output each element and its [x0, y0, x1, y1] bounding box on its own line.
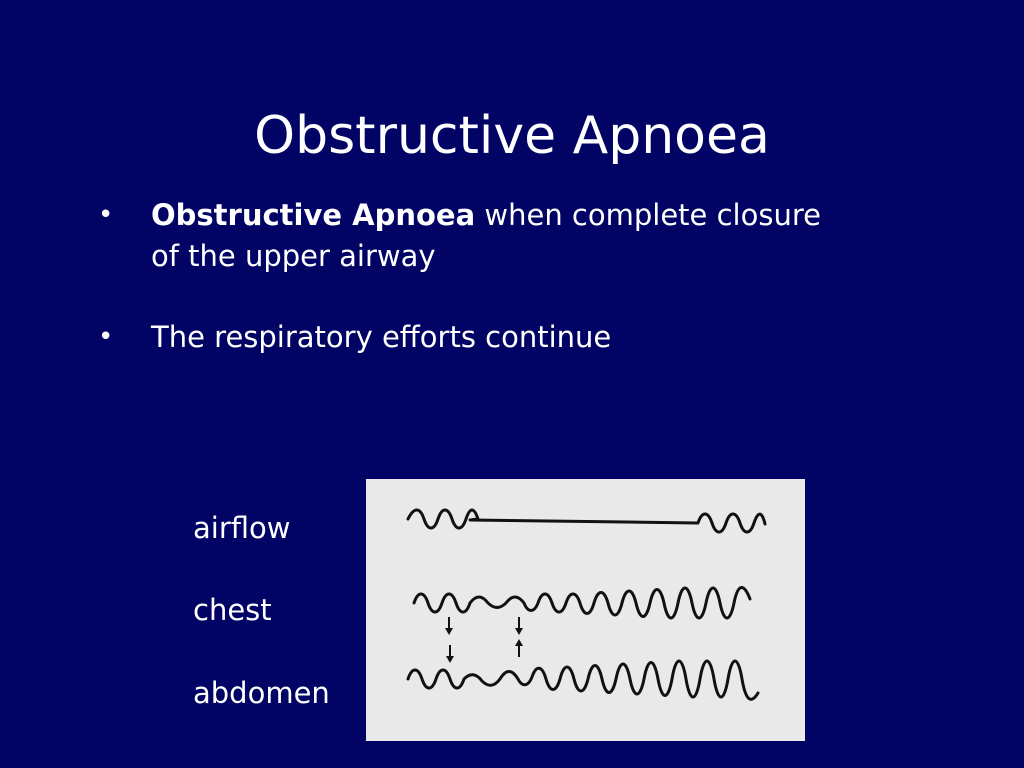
- abdomen-trace: [408, 661, 758, 699]
- airflow-trace: [408, 510, 765, 532]
- chest-trace: [414, 587, 750, 618]
- bullet-item-1: [98, 195, 858, 277]
- respiration-trace-diagram: [366, 479, 805, 741]
- bullet-marker: •: [98, 200, 114, 230]
- slide-title: Obstructive Apnoea: [254, 106, 770, 166]
- bullet-1-text: when complete closure of the upper airway: [151, 198, 821, 273]
- chest-indicator-left-head: [445, 628, 453, 635]
- chest-label: chest: [193, 593, 272, 627]
- bullet-item-2: [98, 317, 858, 358]
- chest-indicator-right-head: [515, 628, 523, 635]
- respiration-trace-panel: [366, 479, 805, 741]
- abdomen-label: abdomen: [193, 676, 330, 710]
- bullet-list: [98, 195, 858, 358]
- abdomen-indicator-right-head: [515, 639, 523, 646]
- bullet-2-text: The respiratory efforts continue: [151, 320, 612, 354]
- abdomen-indicator-left-head: [446, 656, 454, 663]
- bullet-1-bold-text: Obstructive Apnoea: [151, 198, 476, 232]
- bullet-marker: •: [98, 322, 114, 352]
- airflow-label: airflow: [193, 511, 291, 545]
